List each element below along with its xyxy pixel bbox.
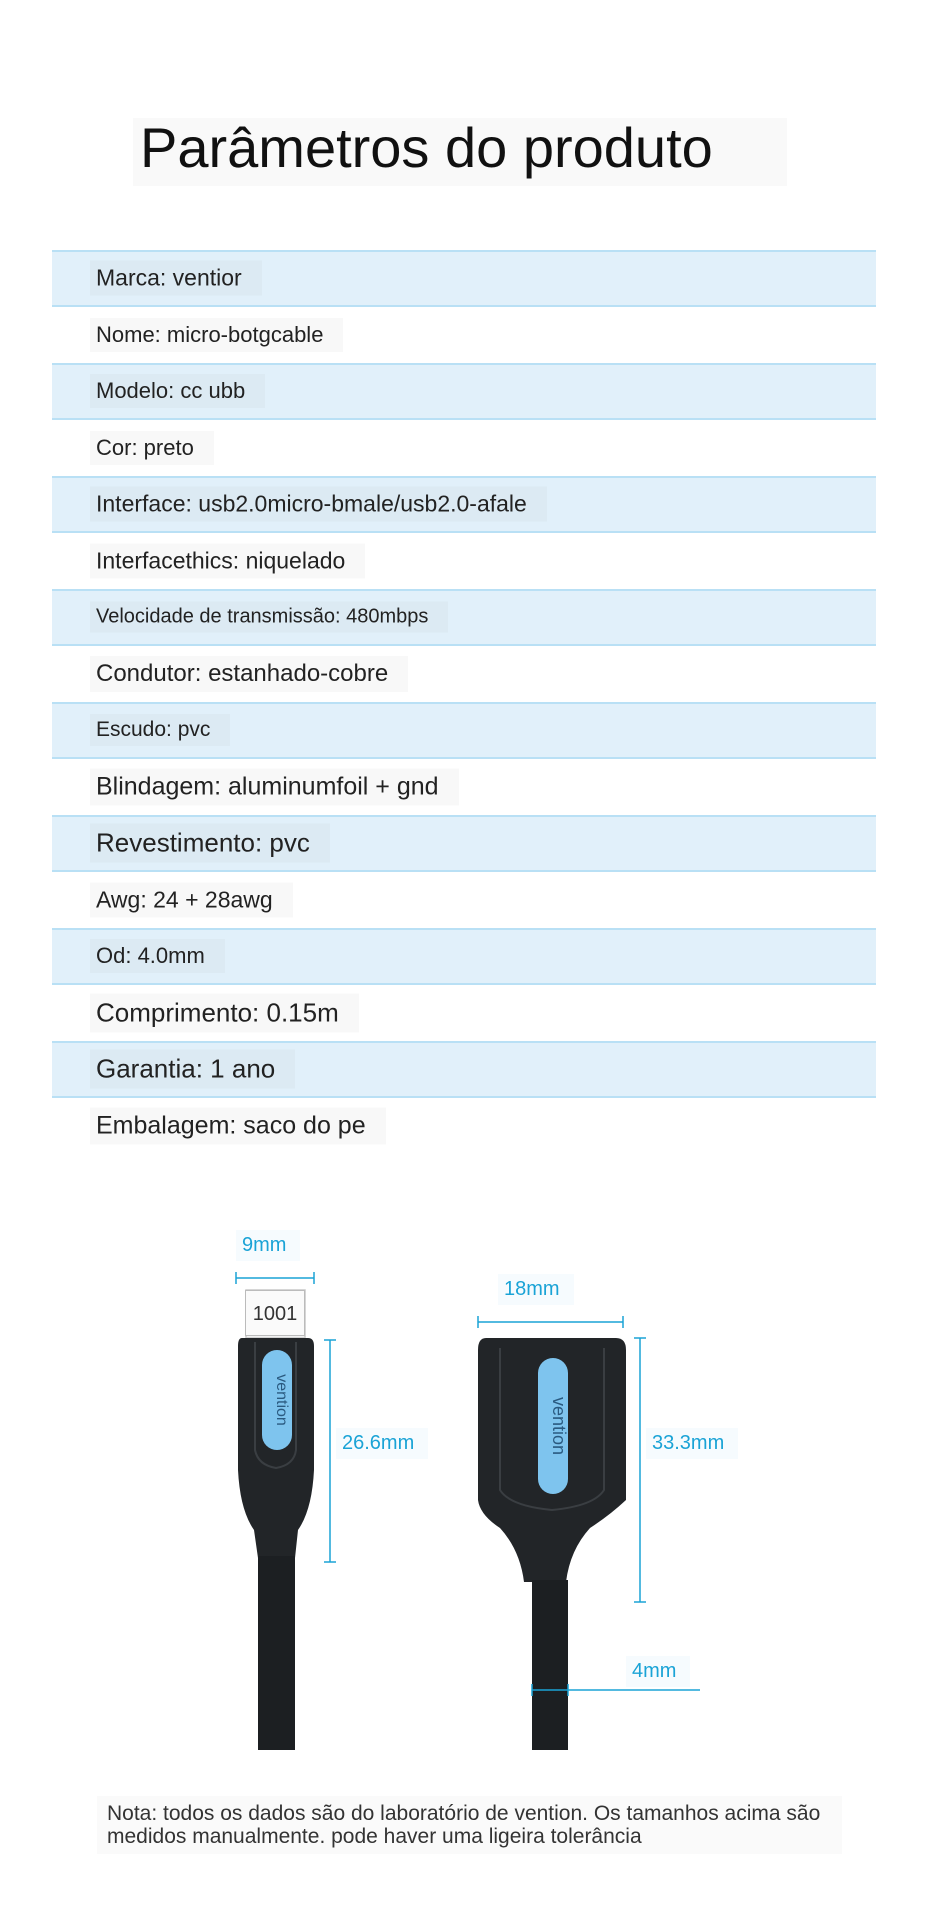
left-height-dim-label: 26.6mm [336, 1428, 428, 1459]
spec-label: Revestimento: pvc [90, 824, 330, 863]
spec-row [52, 646, 876, 703]
connector-figure [0, 1210, 929, 1750]
page-title: Parâmetros do produto [140, 116, 713, 179]
spec-row [52, 307, 876, 364]
footnote: Nota: todos os dados são do laboratório de vention. Os tamanhos acima são medidos manualmente. pode haver uma ligeira tolerância [97, 1796, 842, 1854]
spec-row [52, 589, 876, 646]
spec-row [52, 476, 876, 533]
spec-row [52, 533, 876, 590]
right-width-dim-label: 18mm [498, 1274, 574, 1305]
spec-row [52, 702, 876, 759]
spec-row [52, 420, 876, 477]
spec-row [52, 872, 876, 929]
spec-label: Interfacethics: niquelado [90, 543, 365, 578]
spec-table [52, 250, 876, 1154]
spec-label: Cor: preto [90, 431, 214, 465]
spec-label: Escudo: pvc [90, 714, 230, 746]
spec-label: Blindagem: aluminumfoil + gnd [90, 768, 459, 805]
spec-label: Garantia: 1 ano [90, 1050, 295, 1089]
spec-row [52, 1041, 876, 1098]
spec-label: Interface: usb2.0micro-bmale/usb2.0-afale [90, 487, 547, 522]
left-logo-text: vention [273, 1374, 290, 1426]
spec-row [52, 815, 876, 872]
spec-row [52, 250, 876, 307]
right-logo-text: vention [549, 1396, 569, 1456]
spec-label: Velocidade de transmissão: 480mbps [90, 602, 448, 633]
connector-drawing [0, 1210, 929, 1750]
spec-label: Od: 4.0mm [90, 939, 225, 973]
spec-row [52, 759, 876, 816]
left-width-dim-label: 9mm [236, 1230, 300, 1261]
spec-label: Condutor: estanhado-cobre [90, 656, 408, 692]
plug-model-label: 1001 [245, 1290, 305, 1336]
spec-label: Awg: 24 + 28awg [90, 882, 293, 917]
spec-row [52, 363, 876, 420]
cable-dim-label: 4mm [626, 1656, 690, 1687]
right-height-dim-label: 33.3mm [646, 1428, 738, 1459]
spec-row [52, 1098, 876, 1155]
spec-label: Nome: micro-botgcable [90, 318, 343, 352]
spec-label: Comprimento: 0.15m [90, 993, 359, 1032]
spec-row [52, 928, 876, 985]
spec-label: Embalagem: saco do pe [90, 1107, 386, 1144]
spec-label: Marca: ventior [90, 261, 262, 296]
left-cable [258, 1556, 295, 1750]
spec-row [52, 985, 876, 1042]
spec-label: Modelo: cc ubb [90, 374, 265, 408]
right-cable [532, 1580, 568, 1750]
